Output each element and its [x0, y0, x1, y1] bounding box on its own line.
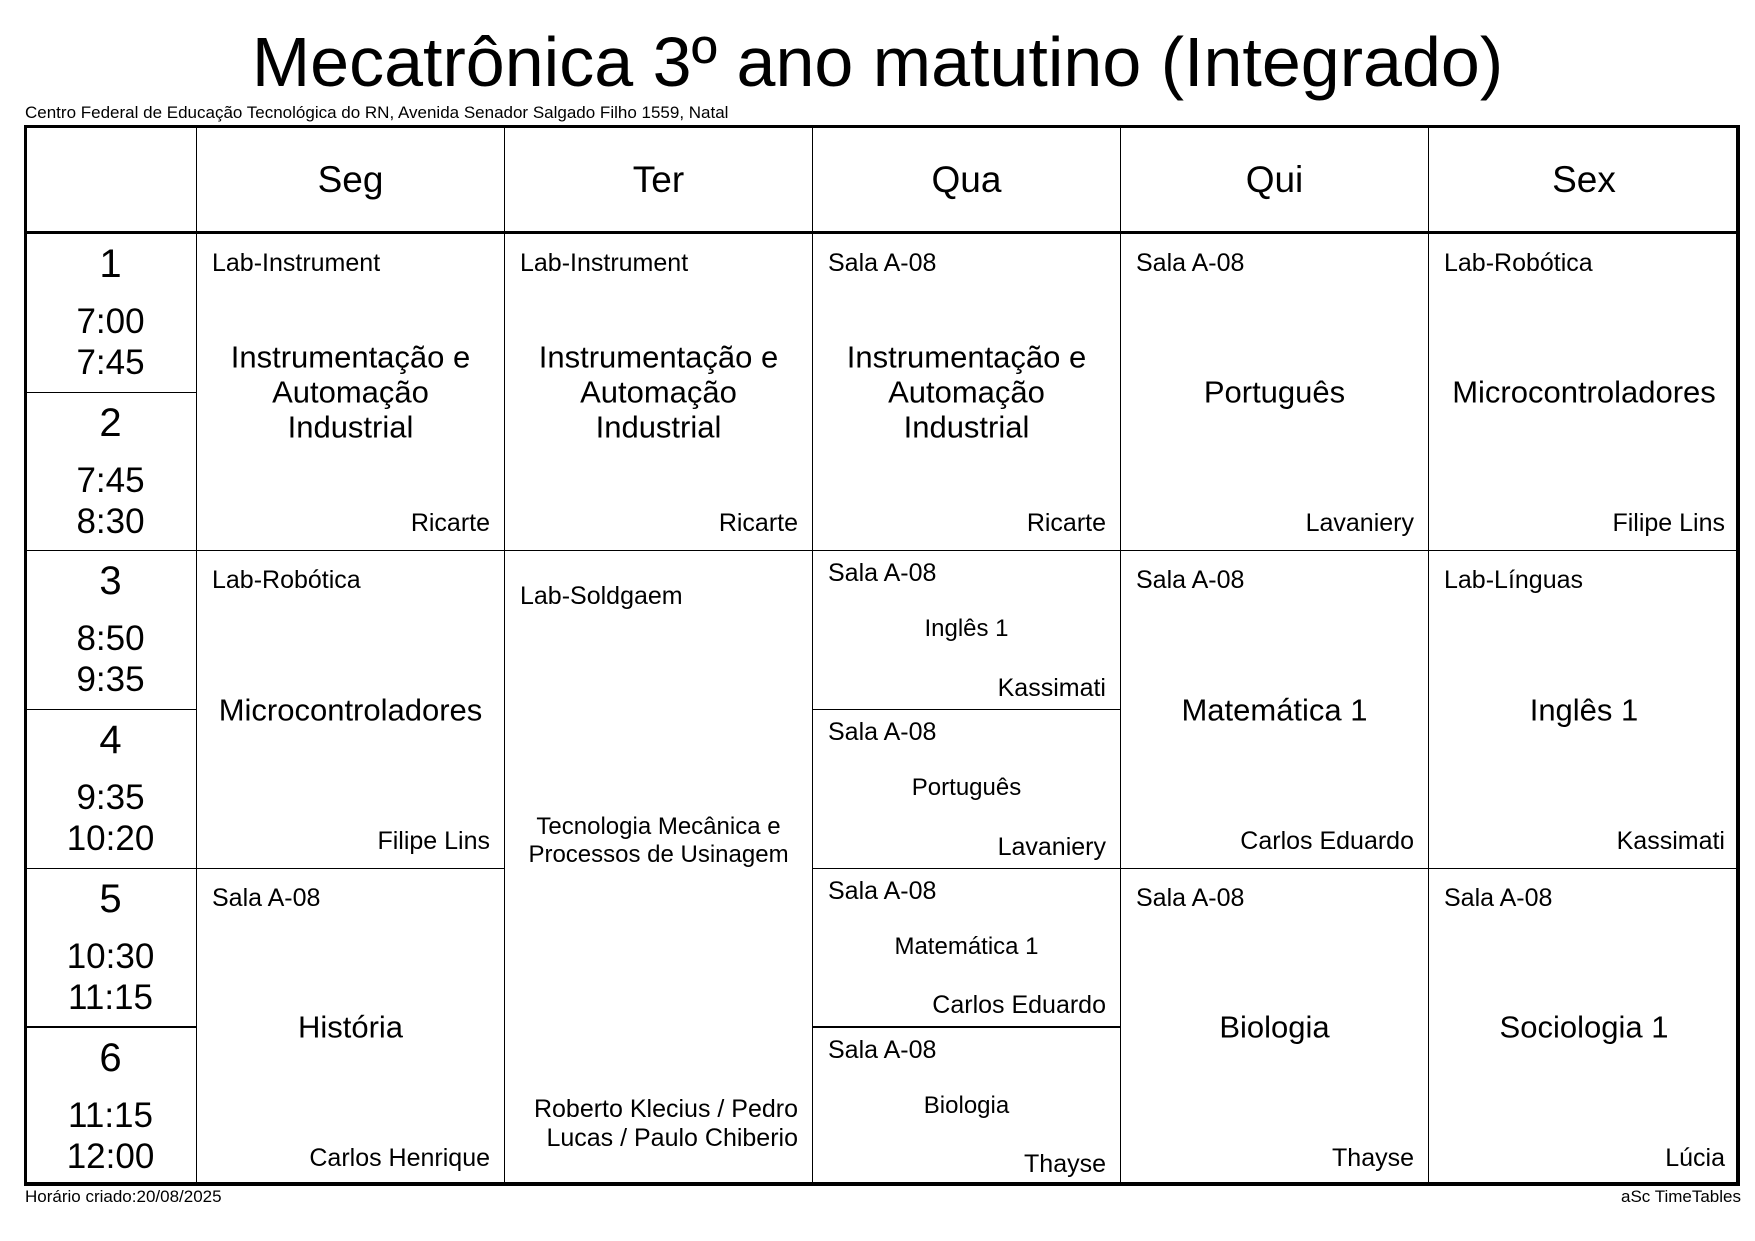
lesson-room: Lab-Línguas	[1444, 566, 1584, 595]
day-header-sex: Sex	[1428, 125, 1740, 234]
period-5	[24, 868, 197, 1028]
period-start-time: 11:15	[68, 1095, 153, 1135]
lesson-cell[interactable]	[196, 550, 505, 868]
lesson-teacher: Carlos Eduardo	[1240, 826, 1414, 855]
day-header-seg: Seg	[196, 125, 505, 234]
lesson-subject: Tecnologia Mecânica e Processos de Usinagem	[528, 813, 789, 869]
period-end-time: 9:35	[76, 660, 145, 700]
lesson-subject: Inglês 1	[924, 615, 1009, 643]
lesson-room: Sala A-08	[828, 249, 937, 277]
lesson-subject: Instrumentação e Automação Industrial	[538, 339, 779, 445]
lesson-room: Lab-Instrument	[520, 249, 689, 277]
lesson-subject: Inglês 1	[1529, 692, 1639, 728]
lesson-cell[interactable]	[1120, 233, 1429, 551]
period-3	[24, 550, 197, 710]
period-start-time: 9:35	[76, 778, 145, 818]
lesson-cell[interactable]	[812, 709, 1121, 869]
lesson-teacher: Lavaniery	[1305, 509, 1414, 538]
lesson-subject: Microcontroladores	[1452, 374, 1716, 410]
lesson-teacher: Ricarte	[718, 509, 798, 538]
lesson-cell[interactable]	[812, 550, 1121, 710]
period-2	[24, 392, 197, 552]
lesson-cell[interactable]	[812, 868, 1121, 1028]
period-end-time: 12:00	[66, 1136, 155, 1176]
lesson-room: Sala A-08	[1136, 249, 1245, 277]
lesson-cell[interactable]	[812, 233, 1121, 551]
lesson-room: Sala A-08	[828, 718, 937, 747]
lesson-cell[interactable]	[1428, 233, 1740, 551]
period-number: 4	[99, 718, 122, 763]
period-end-time: 11:15	[68, 977, 153, 1017]
lesson-subject: Instrumentação e Automação Industrial	[230, 339, 471, 445]
period-start-time: 7:00	[76, 302, 145, 341]
lesson-room: Sala A-08	[1136, 883, 1245, 912]
created-date: Horário criado:20/08/2025	[25, 1187, 222, 1206]
page-title: Mecatrônica 3º ano matutino (Integrado)	[251, 23, 1504, 101]
period-number: 5	[99, 876, 122, 921]
lesson-room: Lab-Soldgaem	[520, 582, 683, 611]
day-header-qua: Qua	[812, 125, 1121, 234]
day-header-ter: Ter	[504, 125, 813, 234]
lesson-subject: Matemática 1	[1181, 692, 1368, 728]
lesson-cell[interactable]	[504, 550, 813, 1186]
lesson-cell[interactable]	[1428, 868, 1740, 1186]
period-1	[24, 233, 197, 393]
lesson-cell[interactable]	[812, 1027, 1121, 1187]
lesson-room: Sala A-08	[1136, 566, 1245, 595]
lesson-cell[interactable]	[196, 233, 505, 551]
lesson-room: Lab-Instrument	[212, 249, 381, 277]
lesson-subject: Português	[1203, 374, 1346, 410]
lesson-cell[interactable]	[1120, 868, 1429, 1186]
lesson-subject: Sociologia 1	[1499, 1009, 1669, 1045]
lesson-subject: Biologia	[923, 1091, 1010, 1119]
lesson-teacher: Kassimati	[1616, 826, 1725, 855]
lesson-teacher: Thayse	[1332, 1144, 1414, 1173]
lesson-room: Lab-Robótica	[212, 566, 361, 595]
software-credit: aSc TimeTables	[1621, 1187, 1741, 1206]
period-number: 6	[99, 1035, 122, 1080]
period-start-time: 7:45	[76, 460, 145, 500]
lesson-cell[interactable]	[196, 868, 505, 1186]
lesson-cell[interactable]	[1120, 550, 1429, 868]
lesson-teacher: Carlos Eduardo	[932, 991, 1106, 1020]
period-6	[24, 1027, 197, 1187]
lesson-teacher: Lúcia	[1665, 1144, 1725, 1173]
lesson-cell[interactable]	[1428, 550, 1740, 868]
lesson-subject: Biologia	[1219, 1009, 1330, 1045]
lesson-teacher: Filipe Lins	[377, 826, 490, 855]
lesson-teacher: Ricarte	[1026, 509, 1106, 538]
period-start-time: 10:30	[66, 936, 155, 976]
header-divider	[24, 231, 1739, 234]
period-end-time: 10:20	[66, 819, 155, 859]
lesson-teacher: Thayse	[1024, 1150, 1106, 1179]
lesson-teacher: Kassimati	[997, 674, 1106, 703]
period-number: 3	[99, 559, 122, 604]
lesson-teacher: Lavaniery	[997, 832, 1106, 861]
page-subtitle: Centro Federal de Educação Tecnológica do RN, Avenida Senador Salgado Filho 1559, Natal	[25, 103, 729, 122]
lesson-room: Sala A-08	[828, 559, 937, 588]
lesson-teacher: Filipe Lins	[1612, 509, 1725, 538]
lesson-teacher: Roberto Klecius / Pedro Lucas / Paulo Chiberio	[533, 1095, 798, 1153]
lesson-cell[interactable]	[504, 233, 813, 551]
lesson-subject: Instrumentação e Automação Industrial	[846, 339, 1087, 445]
lesson-subject: História	[297, 1009, 404, 1045]
lesson-room: Lab-Robótica	[1444, 249, 1593, 277]
period-4	[24, 709, 197, 869]
period-end-time: 7:45	[76, 343, 145, 382]
lesson-teacher: Ricarte	[410, 509, 490, 538]
lesson-subject: Microcontroladores	[218, 692, 483, 728]
period-number: 2	[99, 400, 122, 445]
period-number: 1	[99, 242, 122, 286]
corner-cell	[24, 125, 197, 234]
lesson-room: Sala A-08	[828, 1035, 937, 1064]
lesson-subject: Português	[911, 774, 1022, 802]
lesson-subject: Matemática 1	[894, 932, 1039, 960]
period-start-time: 8:50	[76, 619, 145, 659]
lesson-room: Sala A-08	[828, 876, 937, 905]
lesson-teacher: Carlos Henrique	[309, 1144, 490, 1173]
day-header-qui: Qui	[1120, 125, 1429, 234]
lesson-room: Sala A-08	[212, 883, 321, 912]
lesson-room: Sala A-08	[1444, 883, 1553, 912]
period-end-time: 8:30	[76, 501, 145, 541]
